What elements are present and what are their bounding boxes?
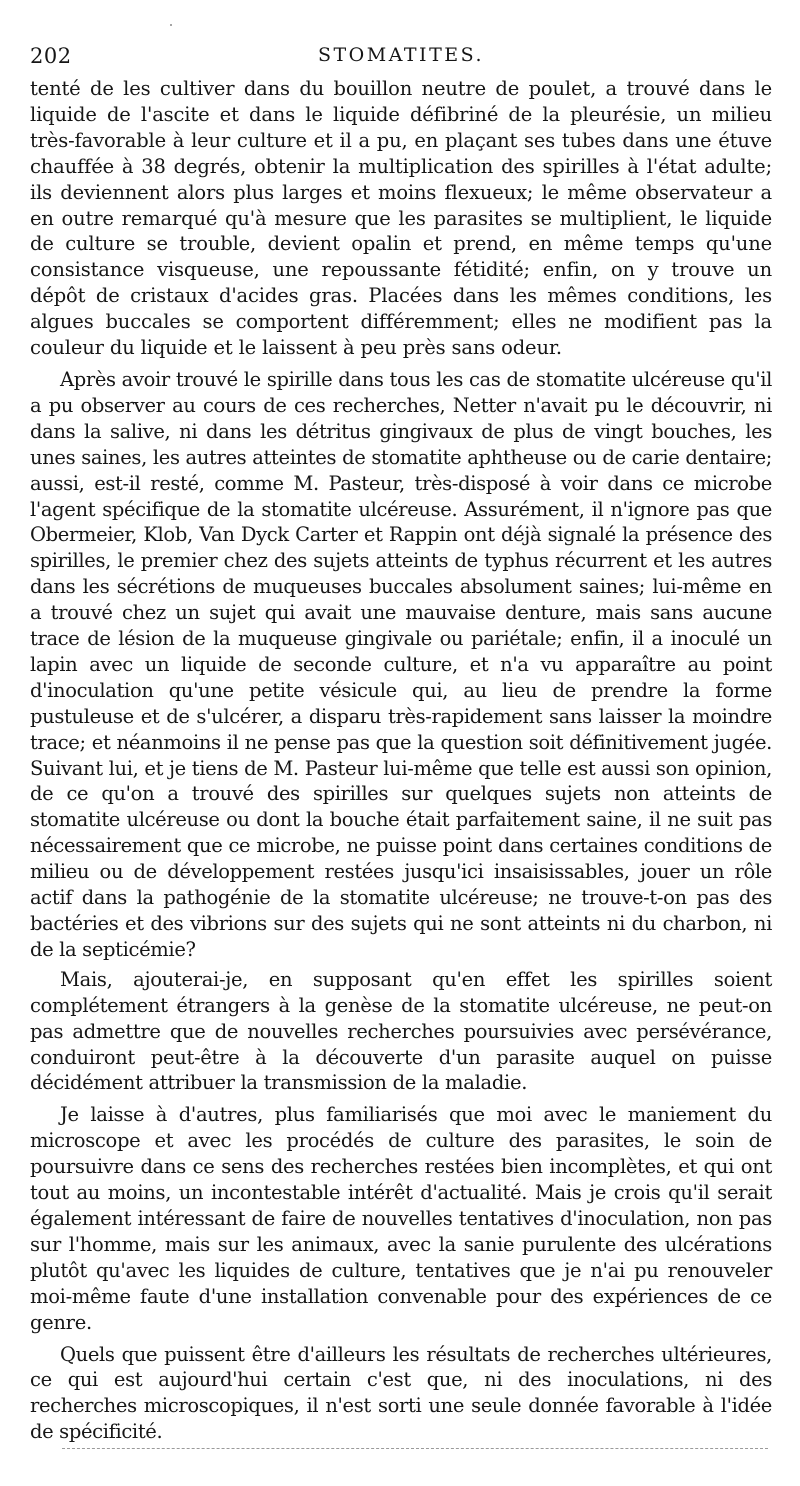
paper-speck: [170, 24, 172, 26]
paragraph-new-research: Mais, ajouterai-je, en supposant qu'en effet les spirilles soient complétement étrangers à la genèse de la stomatite ulcéreuse, ne peut-on pas admettre que de nouvelles recherches poursuivies avec persévérance, conduiront peut-être à la découverte d'un parasite auquel on puisse décidément attribuer la transmission de la maladie.: [30, 967, 772, 1095]
paragraph-netter-findings: Après avoir trouvé le spirille dans tous les cas de stomatite ulcéreuse qu'il a pu observer au cours de ces recherches, Netter n'avait pu le découvrir, ni dans la salive, ni dans les détritus gingivaux de plus de vingt bouches, les unes saines, les autres atteintes de stomatite aphtheuse ou de carie dentaire; aussi, est-il resté, comme M. Pasteur, très-disposé à voir dans ce microbe l'agent spécifique de la stomatite ulcéreuse. Assurément, il n'ignore pas que Obermeier, Klob, Van Dyck Carter et Rappin ont déjà signalé la présence des spirilles, le premier chez des sujets atteints de typhus récurrent et les autres dans les sécrétions de muqueuses buccales absolument saines; lui-même en a trouvé chez un sujet qui avait une mauvaise denture, mais sans aucune trace de lésion de la muqueuse gingivale ou pariétale; enfin, il a inoculé un lapin avec un liquide de seconde culture, et n'a vu apparaître au point d'inoculation qu'une petite vésicule qui, au lieu de prendre la forme pustuleuse et de s'ulcérer, a disparu très-rapidement sans laisser la moindre trace; et néanmoins il ne pense pas que la question soit définitivement jugée. Suivant lui, et je tiens de M. Pasteur lui-même que telle est aussi son opinion, de ce qu'on a trouvé des spirilles sur quelques sujets non atteints de stomatite ulcéreuse ou dont la bouche était parfaitement saine, il ne suit pas nécessairement que ce microbe, ne puisse point dans certaines conditions de milieu ou de développement restées jusqu'ici insaisissables, jouer un rôle actif dans la pathogénie de la stomatite ulcéreuse; ne trouve-t-on pas des bactéries et des vibrions sur des sujets qui ne sont atteints ni du charbon, ni de la septicémie?: [30, 367, 772, 961]
paragraph-continuation: tenté de les cultiver dans du bouillon neutre de poulet, a trouvé dans le liquide de l'ascite et dans le liquide défibriné de la pleurésie, un milieu très-favorable à leur culture et il a pu, en plaçant ses tubes dans une étuve chauffée à 38 degrés, obtenir la multiplication des spirilles à l'état adulte; ils deviennent alors plus larges et moins flexueux; le même observateur a en outre remarqué qu'à mesure que les parasites se multiplient, le liquide de culture se trouble, devient opalin et prend, en même temps qu'une consistance visqueuse, une repoussante fétidité; enfin, on y trouve un dépôt de cristaux d'acides gras. Placées dans les mêmes conditions, les algues buccales se comportent différemment; elles ne modifient pas la couleur du liquide et le laissent à peu près sans odeur.: [30, 77, 772, 360]
body-text: [30, 76, 772, 1445]
paragraph-conclusion: Quels que puissent être d'ailleurs les résultats de recherches ultérieures, ce qui est aujourd'hui certain c'est que, ni des inoculations, ni des recherches microscopiques, il n'est sorti une seule donnée favorable à l'idée de spécificité.: [30, 1342, 772, 1444]
running-title: STOMATITES.: [317, 44, 484, 66]
page-header: [30, 44, 772, 74]
paragraph-inoculation-attempts: Je laisse à d'autres, plus familiarisés que moi avec le maniement du microscope et avec les procédés de culture des parasites, le soin de poursuivre dans ce sens des recherches restées bien incomplètes, et qui ont tout au moins, un incontestable intérêt d'actualité. Mais je crois qu'il serait également intéressant de faire de nouvelles tentatives d'inoculation, non pas sur l'homme, mais sur les animaux, avec la sanie purulente des ulcérations plutôt qu'avec les liquides de culture, tentatives que je n'ai pu renouveler moi-même faute d'une installation convenable pour des expériences de ce genre.: [30, 1103, 772, 1334]
footer-dashed-rule: [62, 1448, 768, 1449]
page-number: 202: [30, 44, 72, 68]
